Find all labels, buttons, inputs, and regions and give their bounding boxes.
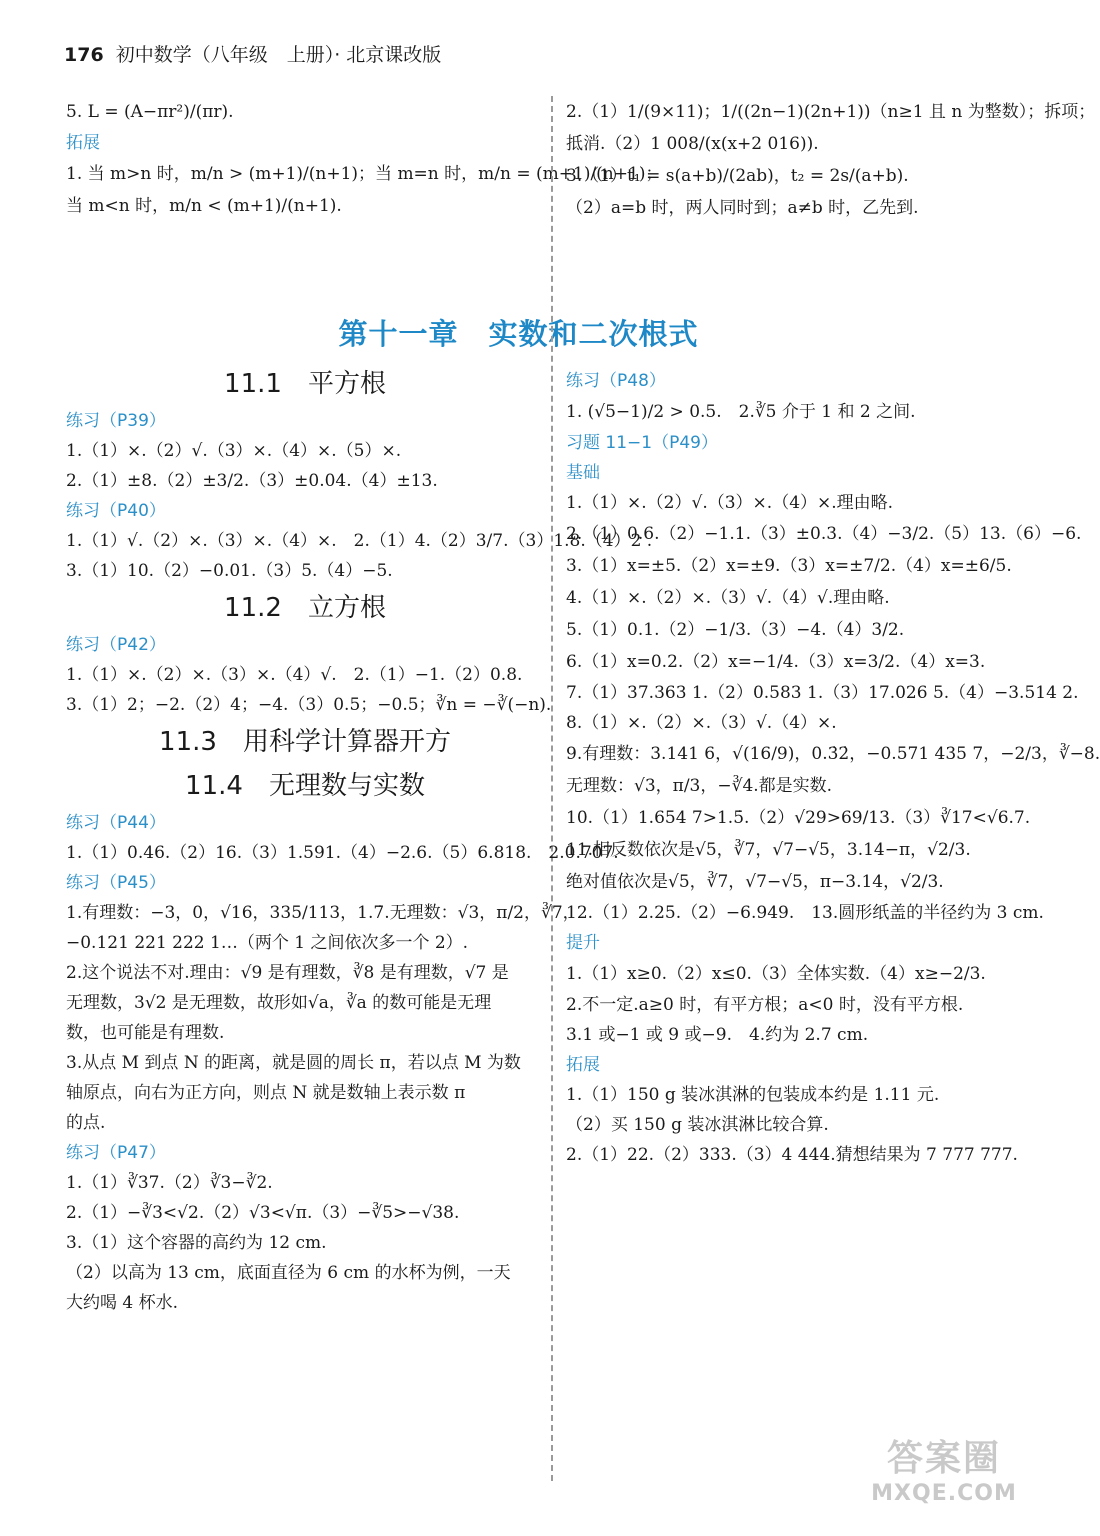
answer-line: 3.1 或−1 或 9 或−9. 4.约为 2.7 cm. (566, 1025, 869, 1045)
answer-line: 1.（1）√.（2）×.（3）×.（4）×. 2.（1）4.（2）3/7.（3）1.8.（4）2 . (66, 531, 653, 551)
answer-line: 1.有理数：−3，0，√16，335/113，1.7̇.无理数：√3，π/2，∛7， (66, 903, 580, 923)
book-title: 初中数学（八年级 上册）· 北京课改版 (115, 44, 442, 66)
exercise-label: 练习（P47） (66, 1143, 166, 1163)
answer-line: 1. (√5−1)/2 > 0.5. 2.∛5 介于 1 和 2 之间. (566, 402, 916, 422)
answer-line: 1.（1）0.46.（2）16.（3）1.591.（4）−2.6.（5）6.818. 2.0.707. (66, 843, 619, 863)
answer-line: 1.（1）150 g 装冰淇淋的包装成本约是 1.11 元. (566, 1085, 940, 1105)
answer-line: 2.（1）1/(9×11)；1/((2n−1)(2n+1))（n≥1 且 n 为整数）；拆项； (566, 102, 1096, 122)
answer-line: 2.（1）22.（2）333.（3）4 444.猜想结果为 7 777 777. (566, 1145, 1018, 1165)
answer-line: 2.（1）0.6.（2）−1.1.（3）±0.3.（4）−3/2.（5）13.（6）−6. (566, 524, 1082, 544)
watermark-url: MXQE.COM (871, 1481, 1017, 1506)
answer-line: 无理数：√3，π/3，−∛4.都是实数. (566, 776, 833, 796)
exercise-label: 练习（P39） (66, 411, 166, 431)
answer-line: −0.121 221 222 1…（两个 1 之间依次多一个 2）. (66, 933, 469, 953)
answer-line: 2.（1）±8.（2）±3/2.（3）±0.04.（4）±13. (66, 471, 438, 491)
watermark (869, 1430, 1019, 1510)
answer-line: 3.从点 M 到点 N 的距离，就是圆的周长 π，若以点 M 为数 (66, 1053, 521, 1073)
answer-line: 5.（1）0.1.（2）−1/3.（3）−4.（4）3/2. (566, 620, 905, 640)
answer-line: 3.（1）10.（2）−0.01.（3）5.（4）−5. (66, 561, 393, 581)
section-title-11-1: 11.1 平方根 (224, 369, 386, 399)
answer-line: 9.有理数：3.141 6，√(16/9)，0.3̇2̇，−0.571 435 7，−2/3，∛−8. (566, 744, 1100, 764)
answer-line: 3.（1）t₁ = s(a+b)/(2ab)，t₂ = 2s/(a+b). (566, 166, 909, 186)
answer-line: 10.（1）1.654 7>1.5̇.（2）√29>69/13.（3）∛17<√6.7. (566, 808, 1031, 828)
exercise-label: 练习（P48） (566, 371, 666, 391)
exercise-label: 练习（P44） (66, 813, 166, 833)
answer-line: 1.（1）×.（2）×.（3）×.（4）√. 2.（1）−1.（2）0.8. (66, 665, 523, 685)
answer-line: 数，也可能是有理数. (66, 1023, 225, 1043)
answer-line: （2）a=b 时，两人同时到；a≠b 时，乙先到. (566, 198, 919, 218)
section-title-11-3: 11.3 用科学计算器开方 (159, 727, 451, 757)
answer-line: 无理数，3√2 是无理数，故形如√a，∛a 的数可能是无理 (66, 993, 492, 1013)
section-label-extension: 拓展 (566, 1055, 600, 1075)
section-label-improve: 提升 (566, 933, 600, 953)
answer-line: （2）买 150 g 装冰淇淋比较合算. (566, 1115, 829, 1135)
section-title-11-2: 11.2 立方根 (224, 593, 386, 623)
answer-line: 1.（1）×.（2）√.（3）×.（4）×.（5）×. (66, 441, 402, 461)
answer-line: 1.（1）×.（2）√.（3）×.（4）×.理由略. (566, 493, 894, 513)
answer-line: 3.（1）这个容器的高约为 12 cm. (66, 1233, 327, 1253)
answer-line: 12.（1）2.25.（2）−6.949. 13.圆形纸盖的半径约为 3 cm. (566, 903, 1044, 923)
section-title-11-4: 11.4 无理数与实数 (185, 771, 425, 801)
answer-line: （2）以高为 13 cm，底面直径为 6 cm 的水杯为例，一天 (66, 1263, 511, 1283)
answer-line: 6.（1）x=0.2.（2）x=−1/4.（3）x=3/2.（4）x=3. (566, 652, 986, 672)
page-number: 176 (64, 44, 104, 66)
left-top-block (66, 96, 663, 222)
answer-line: 1.（1）x≥0.（2）x≤0.（3）全体实数.（4）x≥−2/3. (566, 964, 986, 984)
answer-line: 2.（1）−∛3<√2.（2）√3<√π.（3）−∛5>−√38. (66, 1203, 460, 1223)
page-header (64, 40, 441, 67)
section-label-extension: 拓展 (66, 133, 100, 153)
answer-line: 当 m<n 时，m/n < (m+1)/(n+1). (66, 196, 342, 216)
answer-line: 3.（1）2；−2.（2）4；−4.（3）0.5；−0.5；∛n = −∛(−n). (66, 695, 552, 715)
section-label-basic: 基础 (566, 463, 600, 483)
right-column (566, 366, 1100, 1170)
answer-line: 的点. (66, 1113, 106, 1133)
right-top-block (566, 96, 1096, 224)
answer-line: 轴原点，向右为正方向，则点 N 就是数轴上表示数 π (66, 1083, 466, 1103)
exercise-label: 练习（P40） (66, 501, 166, 521)
exercise-label: 练习（P45） (66, 873, 166, 893)
answer-line: 1. 当 m>n 时，m/n > (m+1)/(n+1)；当 m=n 时，m/n = (m+1)/(n+1)； (66, 164, 663, 184)
exercise-label: 练习（P42） (66, 635, 166, 655)
answer-line: 2.这个说法不对.理由：√9 是有理数，∛8 是有理数，√7 是 (66, 963, 509, 983)
answer-line: 1.（1）∛37.（2）∛3−∛2. (66, 1173, 273, 1193)
answer-line: 4.（1）×.（2）×.（3）√.（4）√.理由略. (566, 588, 890, 608)
answer-line: 5. L = (A−πr²)/(πr). (66, 102, 234, 122)
column-divider (551, 96, 553, 1481)
answer-line: 8.（1）×.（2）×.（3）√.（4）×. (566, 713, 837, 733)
answer-line: 11.相反数依次是√5，∛7，√7−√5，3.14−π，√2/3. (566, 840, 971, 860)
exercise-label: 习题 11−1（P49） (566, 433, 718, 453)
answer-line: 3.（1）x=±5.（2）x=±9.（3）x=±7/2.（4）x=±6/5. (566, 556, 1012, 576)
answer-line: 抵消.（2）1 008/(x(x+2 016)). (566, 134, 819, 154)
watermark-logo: 答案圈 (886, 1438, 1001, 1479)
answer-line: 大约喝 4 杯水. (66, 1293, 179, 1313)
chapter-title: 第十一章 实数和二次根式 (338, 317, 699, 351)
answer-line: 2.不一定.a≥0 时，有平方根；a<0 时，没有平方根. (566, 995, 964, 1015)
answer-line: 绝对值依次是√5，∛7，√7−√5，π−3.14，√2/3. (566, 872, 944, 892)
answer-line: 7.（1）37.363 1.（2）0.583 1.（3）17.026 5.（4）−3.514 2. (566, 683, 1079, 703)
